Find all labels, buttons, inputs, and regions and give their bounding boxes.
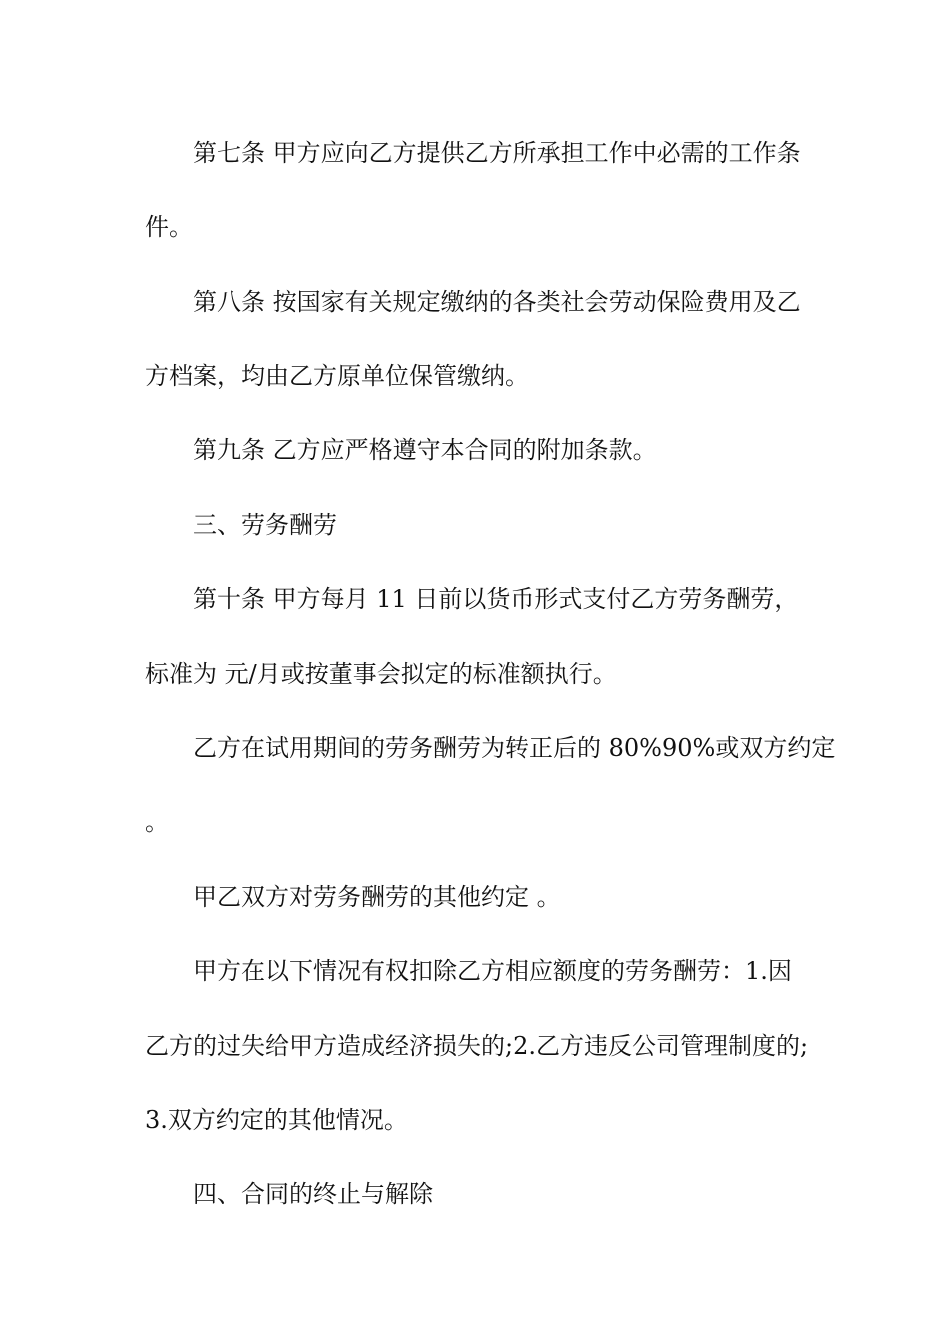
article-10-line-2: 标准为 元/月或按董事会拟定的标准额执行。 (145, 660, 617, 688)
article-10-line-1: 第十条 甲方每月 11 日前以货币形式支付乙方劳务酬劳， (193, 585, 799, 613)
section-4-heading: 四、合同的终止与解除 (193, 1180, 433, 1208)
article-8-line-2: 方档案，均由乙方原单位保管缴纳。 (145, 362, 529, 390)
deduction-line-1: 甲方在以下情况有权扣除乙方相应额度的劳务酬劳：1.因 (193, 957, 792, 985)
article-9-line: 第九条 乙方应严格遵守本合同的附加条款。 (193, 436, 657, 464)
article-8-line-1: 第八条 按国家有关规定缴纳的各类社会劳动保险费用及乙 (193, 288, 801, 316)
deduction-line-3: 3.双方约定的其他情况。 (145, 1106, 408, 1134)
deduction-line-2: 乙方的过失给甲方造成经济损失的;2.乙方违反公司管理制度的; (145, 1032, 809, 1060)
probation-pay-line-1: 乙方在试用期间的劳务酬劳为转正后的 80%90%或双方约定 (193, 734, 836, 762)
probation-pay-line-2: 。 (145, 808, 169, 836)
article-7-line-2: 件。 (145, 213, 193, 241)
section-3-heading: 三、劳务酬劳 (193, 511, 337, 539)
article-7-line-1: 第七条 甲方应向乙方提供乙方所承担工作中必需的工作条 (193, 139, 801, 167)
other-agreement-line: 甲乙双方对劳务酬劳的其他约定 。 (193, 883, 561, 911)
